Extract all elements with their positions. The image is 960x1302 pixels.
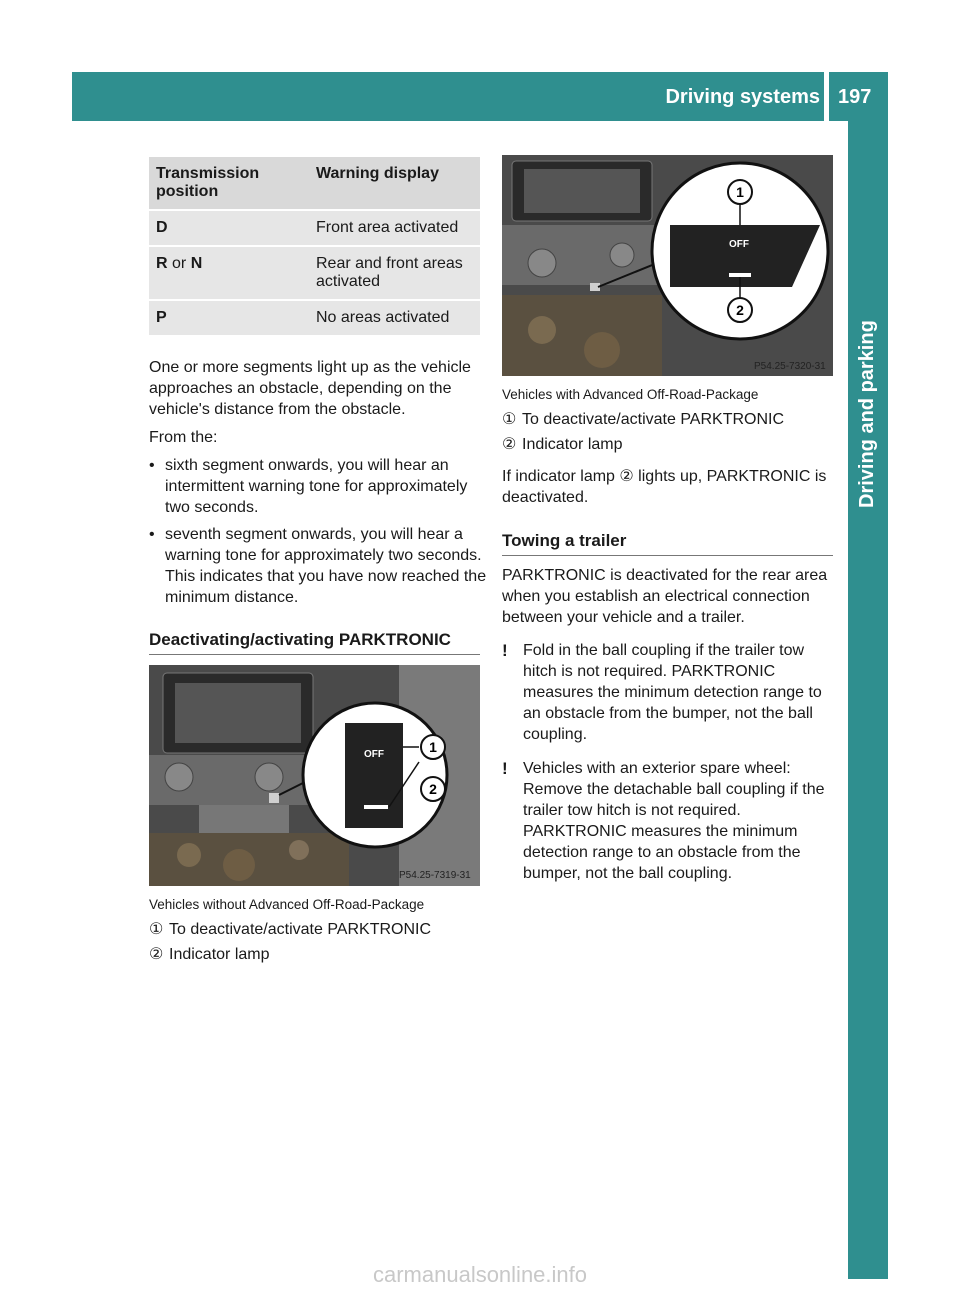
list-item bbox=[149, 524, 487, 608]
bullet-mark: • bbox=[149, 526, 155, 543]
warning-text: Vehicles with an exterior spare wheel: Remove the detachable ball coupling if the trailer tow hitch is not required. PARKTRONIC measures the minimum detection range to an obstacle from the bumper, not the ball coupling. bbox=[523, 760, 825, 882]
position-value: D bbox=[156, 219, 168, 236]
chapter-side-label: Driving and parking bbox=[856, 320, 878, 508]
legend-text: To deactivate/activate PARKTRONIC bbox=[522, 411, 785, 428]
from-the-label: From the: bbox=[149, 429, 218, 446]
list-item-text: seventh segment onwards, you will hear a warning tone for approximately two seconds. This indicates that you have now reached the minimum distance. bbox=[165, 526, 487, 606]
position-or: or bbox=[167, 255, 191, 272]
list-item-text: sixth segment onwards, you will hear an intermittent warning tone for approximately two seconds. bbox=[165, 457, 468, 516]
legend-item bbox=[502, 409, 784, 429]
table-cell-display: Front area activated bbox=[309, 211, 480, 245]
indicator-text-pre: If indicator lamp bbox=[502, 468, 620, 485]
chapter-side-label-wrap bbox=[848, 236, 888, 516]
legend-text: Indicator lamp bbox=[169, 946, 270, 963]
table-row bbox=[149, 247, 480, 299]
position-value: P bbox=[156, 309, 167, 326]
console-illustration bbox=[149, 665, 480, 886]
warning-note bbox=[502, 640, 835, 745]
list-item bbox=[149, 455, 485, 518]
bullet-mark: • bbox=[149, 457, 155, 474]
warning-text: Fold in the ball coupling if the trailer tow hitch is not required. PARKTRONIC measures the minimum detection range to an obstacle from the bumper, not the ball coupling. bbox=[523, 642, 822, 743]
section-heading-parktronic: Deactivating/activating PARKTRONIC bbox=[149, 630, 451, 649]
legend-text: To deactivate/activate PARKTRONIC bbox=[169, 921, 432, 938]
table-cell-display: No areas activated bbox=[309, 301, 480, 335]
position-value: R bbox=[156, 255, 168, 272]
table-row bbox=[149, 301, 480, 335]
figure-code: P54.25-7319-31 bbox=[399, 870, 471, 881]
intro-paragraph: One or more segments light up as the vehicle approaches an obstacle, depending on the vehicle's distance from the obstacle. bbox=[149, 359, 471, 418]
transmission-table bbox=[149, 155, 480, 337]
callout-2: 2 bbox=[429, 781, 437, 797]
legend-number: ① bbox=[149, 921, 164, 938]
figure-parktronic-standard bbox=[149, 665, 480, 886]
warning-note bbox=[502, 758, 837, 884]
warning-icon: ! bbox=[502, 641, 508, 660]
figure-caption: Vehicles without Advanced Off-Road-Package bbox=[149, 897, 425, 912]
indicator-number: ② bbox=[619, 468, 634, 485]
callout-1: 1 bbox=[736, 184, 744, 200]
table-cell-display: Rear and front areas activated bbox=[309, 247, 480, 299]
legend-number: ① bbox=[502, 411, 517, 428]
console-illustration bbox=[502, 155, 833, 376]
page-number: 197 bbox=[838, 86, 872, 108]
table-cell-position bbox=[149, 301, 309, 335]
figure-parktronic-offroad bbox=[502, 155, 833, 376]
indicator-paragraph bbox=[502, 466, 836, 508]
legend-item bbox=[502, 434, 623, 454]
off-label: OFF bbox=[729, 239, 749, 250]
callout-1: 1 bbox=[429, 739, 437, 755]
parktronic-button-enlarged bbox=[345, 723, 403, 828]
table-row bbox=[149, 211, 480, 245]
legend-item bbox=[149, 944, 270, 964]
heading-rule bbox=[149, 654, 480, 655]
towing-paragraph: PARKTRONIC is deactivated for the rear area when you establish an electrical connection between your vehicle and a trailer. bbox=[502, 567, 828, 626]
position-value: N bbox=[190, 255, 203, 272]
figure-code: P54.25-7320-31 bbox=[754, 361, 826, 372]
section-heading-towing: Towing a trailer bbox=[502, 531, 627, 550]
table-header-display: Warning display bbox=[309, 157, 480, 209]
parktronic-switch-small bbox=[269, 793, 279, 803]
table-cell-position bbox=[149, 211, 309, 245]
watermark: carmanualsonline.info bbox=[372, 1262, 588, 1287]
indicator-text-post: lights up, PARKTRONIC is deactivated. bbox=[502, 468, 827, 506]
indicator-lamp bbox=[729, 273, 751, 277]
warning-icon: ! bbox=[502, 759, 508, 778]
section-title: Driving systems bbox=[665, 86, 820, 108]
legend-number: ② bbox=[502, 436, 517, 453]
table-header-row bbox=[149, 157, 480, 209]
legend-item bbox=[149, 919, 431, 939]
figure-caption: Vehicles with Advanced Off-Road-Package bbox=[502, 387, 759, 402]
indicator-lamp bbox=[364, 805, 388, 809]
off-label: OFF bbox=[364, 749, 384, 760]
legend-text: Indicator lamp bbox=[522, 436, 623, 453]
table-cell-position bbox=[149, 247, 309, 299]
legend-number: ② bbox=[149, 946, 164, 963]
table-header-position: Transmission position bbox=[149, 157, 309, 209]
callout-2: 2 bbox=[736, 302, 744, 318]
heading-rule bbox=[502, 555, 833, 556]
